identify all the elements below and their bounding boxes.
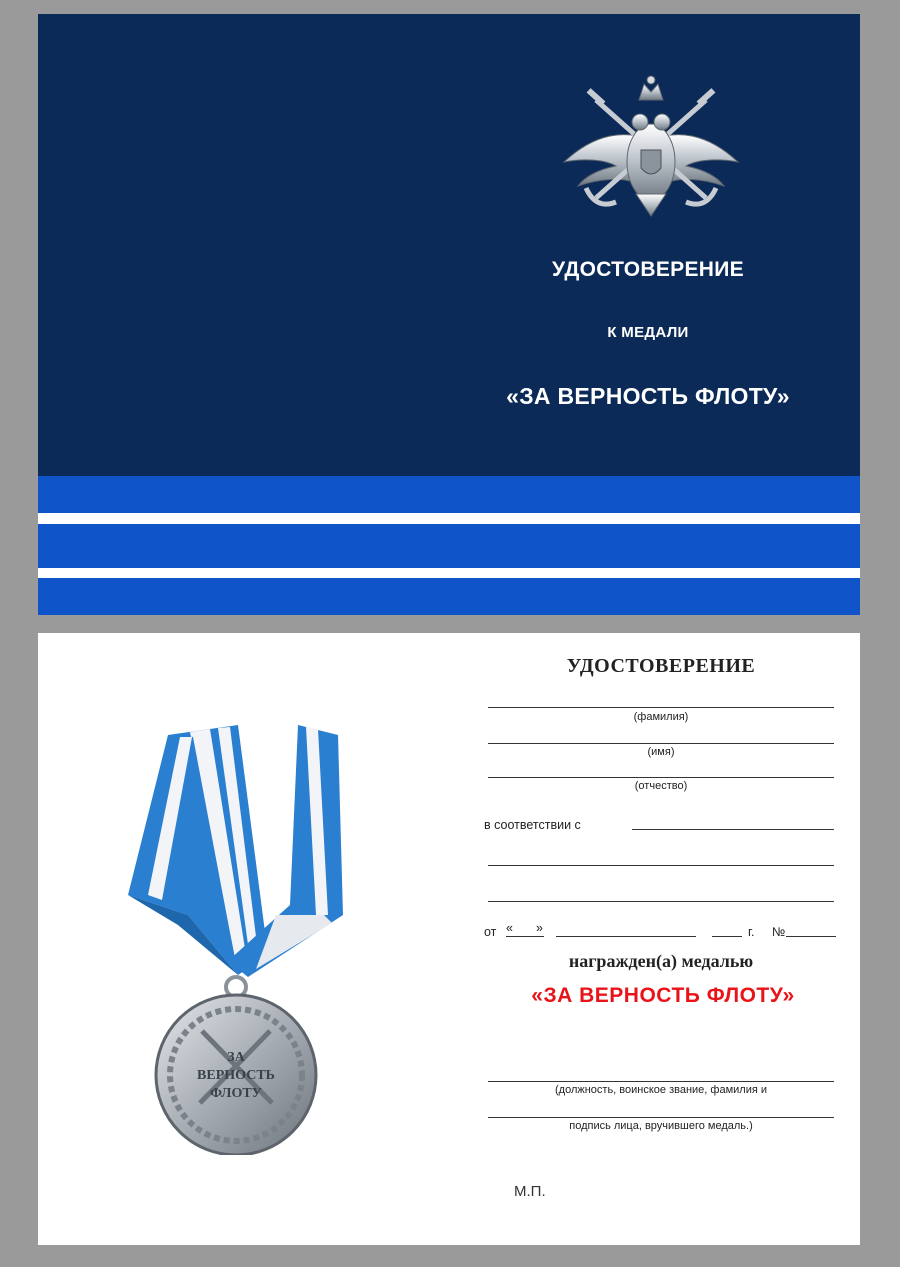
patronymic-caption: (отчество)	[634, 780, 688, 792]
navy-eagle-emblem-icon	[556, 70, 746, 220]
cover-white-stripe	[38, 513, 860, 524]
name-caption: (имя)	[647, 746, 675, 758]
year-line	[712, 936, 742, 937]
cover-blue-stripe	[38, 476, 860, 513]
medal-inscription-line: ЗА	[227, 1050, 245, 1065]
month-line	[556, 936, 696, 937]
cover-subtitle: К МЕДАЛИ	[607, 324, 689, 341]
day-line	[506, 936, 544, 937]
name-line	[488, 743, 834, 744]
year-label: г.	[748, 925, 755, 939]
according-to-line	[632, 829, 834, 830]
signature-caption-1: (должность, воинское звание, фамилия и	[554, 1084, 768, 1096]
medal-inscription-line: ФЛОТУ	[210, 1086, 262, 1101]
certificate-title: УДОСТОВЕРЕНИЕ	[566, 655, 756, 677]
blank-line	[488, 901, 834, 902]
surname-caption: (фамилия)	[633, 711, 689, 723]
cover-blue-stripe	[38, 524, 860, 568]
stamp-label: М.П.	[514, 1183, 546, 1200]
blank-line	[488, 865, 834, 866]
number-line	[786, 936, 836, 937]
patronymic-line	[488, 777, 834, 778]
medal-name-red: «ЗА ВЕРНОСТЬ ФЛОТУ»	[531, 984, 795, 1007]
medal-ribbon	[128, 725, 343, 977]
certificate-cover	[38, 14, 860, 615]
certificate-inner-page	[38, 633, 860, 1245]
medal-image	[118, 725, 348, 1155]
according-to-label: в соответствии с	[484, 818, 581, 832]
cover-white-stripe	[38, 568, 860, 578]
from-label: от	[484, 925, 497, 939]
quote-close: »	[536, 921, 543, 935]
cover-medal-name: «ЗА ВЕРНОСТЬ ФЛОТУ»	[506, 383, 790, 409]
signature-line	[488, 1117, 834, 1118]
quote-open: «	[506, 921, 513, 935]
signature-line	[488, 1081, 834, 1082]
awarded-text: награжден(а) медалью	[568, 951, 754, 971]
signature-caption-2: подпись лица, вручившего медаль.)	[569, 1120, 753, 1132]
cover-title: УДОСТОВЕРЕНИЕ	[552, 258, 744, 281]
surname-line	[488, 707, 834, 708]
number-label: №	[772, 925, 786, 939]
cover-blue-stripe	[38, 578, 860, 615]
medal-inscription-line: ВЕРНОСТЬ	[197, 1068, 275, 1083]
